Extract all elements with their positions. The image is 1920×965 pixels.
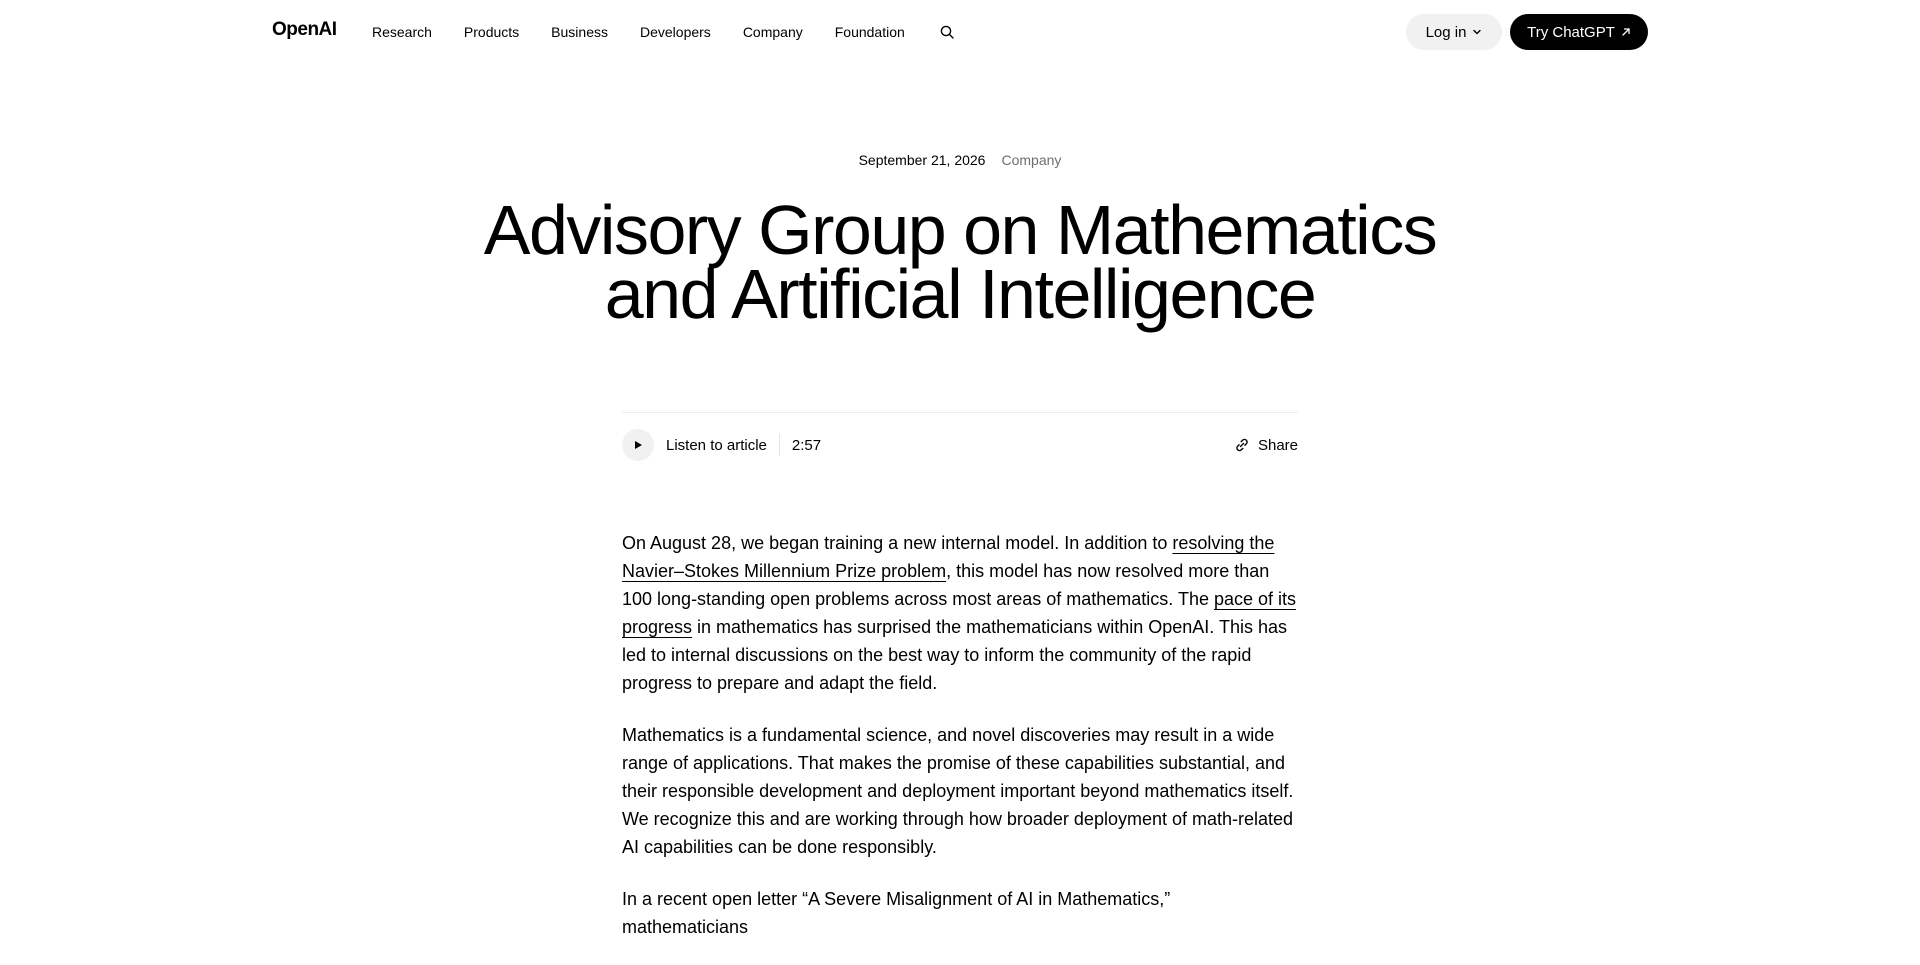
paragraph-1 <box>622 529 1298 697</box>
nav-link-business[interactable]: Business <box>551 24 608 40</box>
try-chatgpt-button[interactable] <box>1510 14 1648 50</box>
play-icon <box>633 440 643 450</box>
login-button[interactable] <box>1406 14 1502 50</box>
search-icon <box>940 25 954 39</box>
paragraph-1-text-c: in mathematics has surprised the mathematicians within OpenAI. This has led to internal discussions on the best way to inform the community of the rapid progress to prepare and adapt the field. <box>622 617 1287 693</box>
nav-link-research[interactable]: Research <box>372 24 432 40</box>
share-label: Share <box>1257 436 1298 454</box>
nav-link-foundation[interactable]: Foundation <box>834 24 905 40</box>
title-line-1: Advisory Group on Mathematics <box>483 191 1437 269</box>
paragraph-1-text-b: , this model has now resolved more than 100 long-standing open problems across most areas of mathematics. The <box>622 561 1270 609</box>
nav-links <box>372 0 957 64</box>
login-label: Log in <box>1425 23 1467 41</box>
article-body <box>622 529 1298 965</box>
listen-to-article-label[interactable]: Listen to article <box>666 436 767 454</box>
nav-link-products[interactable]: Products <box>463 24 520 40</box>
publish-date: September 21, 2026 <box>858 152 986 168</box>
nav-link-developers[interactable]: Developers <box>639 24 711 40</box>
arrow-up-right-icon <box>1621 27 1631 37</box>
top-navigation <box>0 0 1920 64</box>
paragraph-3: In a recent open letter “A Severe Misalignment of AI in Mathematics,” mathematicians <box>622 889 1171 937</box>
paragraph-1-text-a: On August 28, we began training a new internal model. In addition to <box>622 533 1173 553</box>
audio-duration: 2:57 <box>791 436 822 454</box>
share-button[interactable] <box>1234 437 1298 454</box>
article-title <box>360 191 1560 333</box>
article-meta <box>0 152 1920 168</box>
play-button[interactable] <box>622 429 654 461</box>
try-chatgpt-label: Try ChatGPT <box>1527 23 1615 41</box>
chevron-down-icon <box>1472 27 1482 37</box>
nav-link-company[interactable]: Company <box>742 24 803 40</box>
paragraph-2: Mathematics is a fundamental science, and novel discoveries may result in a wide range of applications. That makes the promise of these capabilities substantial, and their responsible development and deployment important beyond mathematics itself. We recognize this and are working through how broader deployment of math-related AI capabilities can be done responsibly. <box>622 725 1294 857</box>
search-button[interactable] <box>937 22 957 42</box>
category-link[interactable]: Company <box>1001 152 1062 168</box>
navier-stokes-link[interactable]: resolving the Navier–Stokes Millennium Prize problem <box>622 533 1275 581</box>
audio-player <box>622 428 1298 462</box>
divider <box>622 412 1298 413</box>
link-icon <box>1234 437 1250 453</box>
openai-logo[interactable]: OpenAI <box>272 19 337 40</box>
pace-of-progress-link[interactable]: pace of its progress <box>622 589 1297 637</box>
title-line-2: and Artificial Intelligence <box>604 255 1316 333</box>
audio-separator <box>779 434 780 456</box>
